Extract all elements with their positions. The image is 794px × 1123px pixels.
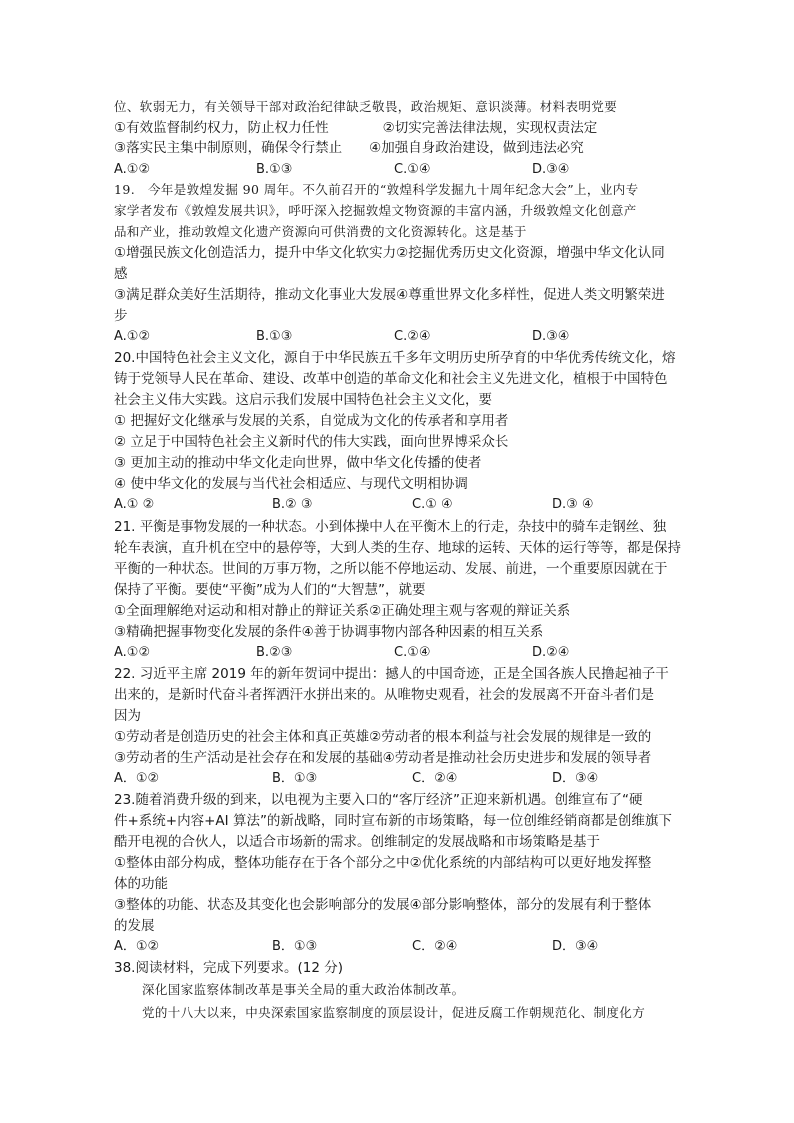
option-d[interactable]: D.②④: [532, 645, 570, 660]
q22-stem-line: 出来的，是新时代奋斗者挥洒汗水拼出来的。从唯物史观看，社会的发展离不开奋斗者们是: [114, 687, 654, 703]
option-c[interactable]: C.①④: [394, 645, 431, 660]
q23-stem-line: 件+系统+内容+AI 算法”的新战略，同时宣布新的市场策略，每一位创维经销商都是创维旗下: [114, 813, 672, 829]
option-d[interactable]: D.③④: [532, 329, 570, 344]
q19-stem-line: 品和产业，推动敦煌文化遗产资源向可供消费的文化资源转化。这是基于: [114, 224, 527, 239]
option-d[interactable]: D.③ ④: [552, 497, 594, 512]
q38-material-line: 党的十八大以来，中央深索国家监察制度的顶层设计，促进反腐工作朝规范化、制度化方: [142, 1005, 646, 1020]
q20-choice-line: ② 立足于中国特色社会主义新时代的伟大实践，面向世界博采众长: [114, 434, 509, 450]
q20-choice-line: ① 把握好文化继承与发展的关系，自觉成为文化的传承者和享用者: [114, 413, 509, 429]
q19-choice-line: 感: [114, 266, 128, 282]
q20-choice-line: ④ 使中华文化的发展与当代社会相适应、与现代文明相协调: [114, 476, 468, 492]
q22-choice-line: ①劳动者是创造历史的社会主体和真正英雄②劳动者的根本利益与社会发展的规律是一致的: [114, 729, 652, 745]
q18-choice-line: ①有效监督制约权力，防止权力任性 ②切实完善法律法规，实现权责法定: [114, 120, 598, 136]
option-d[interactable]: D.③④: [532, 162, 570, 177]
option-a[interactable]: A.①②: [114, 645, 151, 660]
option-b[interactable]: B．①③: [272, 939, 318, 954]
q19-choice-line: ③满足群众美好生活期待，推动文化事业大发展④尊重世界文化多样性，促进人类文明繁荣进: [114, 287, 665, 303]
q21-options: [114, 643, 714, 663]
q23-choice-line: ③整体的功能、状态及其变化也会影响部分的发展④部分影响整体，部分的发展有利于整体: [114, 897, 652, 913]
option-a[interactable]: A.①②: [114, 162, 151, 177]
q22-options: [114, 769, 714, 789]
option-c[interactable]: C.① ④: [412, 497, 453, 512]
option-c[interactable]: C.①④: [394, 162, 431, 177]
q21-stem-line: 轮车表演，直升机在空中的悬停等，大到人类的生存、地球的运转、天体的运行等等，都是保持: [114, 540, 681, 556]
q21-stem-line: 平衡的一种状态。世间的万事万物，之所以能不停地运动、发展、前进，一个重要原因就在于: [114, 561, 668, 577]
option-a[interactable]: A.①②: [114, 329, 151, 344]
q23-stem-line: 酷开电视的合伙人，以适合市场新的需求。创维制定的发展战略和市场策略是基于: [114, 834, 600, 850]
q22-stem-line: 22. 习近平主席 2019 年的新年贺词中提出：撼人的中国奇迹，正是全国各族人民撸起袖子干: [114, 666, 669, 682]
q21-stem-line: 保持了平衡。要使“平衡”成为人们的“大智慧”，就要: [114, 582, 426, 598]
q18-options: [114, 160, 714, 180]
q18-stem-line: 位、软弱无力，有关领导干部对政治纪律缺乏敬畏，政治规矩、意识淡薄。材料表明党要: [114, 99, 618, 114]
q20-options: [114, 495, 714, 515]
option-a[interactable]: A.① ②: [114, 497, 155, 512]
q21-stem-line: 21. 平衡是事物发展的一种状态。小到体操中人在平衡木上的行走，杂技中的骑车走钢丝、独: [114, 519, 667, 535]
q23-stem-line: 23.随着消费升级的到来，以电视为主要入口的“客厅经济”正迎来新机遇。创维宣布了“硬: [114, 792, 643, 808]
option-c[interactable]: C.②④: [394, 329, 431, 344]
q21-choice-line: ③精确把握事物变化发展的条件④善于协调事物内部各种因素的相互关系: [114, 624, 544, 640]
option-a[interactable]: A．①②: [114, 939, 160, 954]
q19-stem-line: 19. 今年是敦煌发掘 90 周年。不久前召开的“敦煌科学发掘九十周年纪念大会”上，业内专: [114, 182, 639, 197]
q38-heading: 38.阅读材料，完成下列要求。(12 分): [114, 960, 343, 976]
q19-choice-line: 步: [114, 308, 128, 324]
option-b[interactable]: B．①③: [272, 771, 318, 786]
q20-stem-line: 社会主义伟大实践。这启示我们发展中国特色社会主义文化，要: [114, 392, 492, 408]
q23-choice-line: 的发展: [114, 918, 155, 934]
option-c[interactable]: C．②④: [412, 771, 458, 786]
q22-choice-line: ③劳动者的生产活动是社会存在和发展的基础④劳动者是推动社会历史进步和发展的领导者: [114, 750, 652, 766]
option-c[interactable]: C．②④: [412, 939, 458, 954]
option-d[interactable]: D．③④: [552, 771, 599, 786]
q23-options: [114, 937, 714, 957]
q19-choice-line: ①增强民族文化创造活力，提升中华文化软实力②挖掘优秀历史文化资源，增强中华文化认同: [114, 245, 665, 261]
q21-choice-line: ①全面理解绝对运动和相对静止的辩证关系②正确处理主观与客观的辩证关系: [114, 603, 571, 619]
q38-material-line: 深化国家监察体制改革是事关全局的重大政治体制改革。: [142, 982, 465, 997]
q18-choice-line: ③落实民主集中制原则，确保令行禁止 ④加强自身政治建设，做到违法必究: [114, 140, 584, 156]
option-b[interactable]: B.②③: [256, 645, 293, 660]
q20-choice-line: ③ 更加主动的推动中华文化走向世界，做中华文化传播的使者: [114, 455, 482, 471]
option-d[interactable]: D．③④: [552, 939, 599, 954]
q19-options: [114, 327, 714, 347]
option-b[interactable]: B.①③: [256, 329, 293, 344]
q22-stem-line: 因为: [114, 708, 141, 724]
q23-choice-line: ①整体由部分构成，整体功能存在于各个部分之中②优化系统的内部结构可以更好地发挥整: [114, 855, 652, 871]
q20-stem-line: 20.中国特色社会主义文化，源自于中华民族五千多年文明历史所孕育的中华优秀传统文化，熔: [114, 350, 676, 366]
q19-stem-line: 家学者发布《敦煌发展共识》，呼吁深入挖掘敦煌文物资源的丰富内涵，升级敦煌文化创意产: [114, 203, 637, 218]
option-b[interactable]: B.② ③: [272, 497, 313, 512]
q23-choice-line: 体的功能: [114, 876, 168, 892]
option-a[interactable]: A．①②: [114, 771, 160, 786]
option-b[interactable]: B.①③: [256, 162, 293, 177]
q20-stem-line: 铸于党领导人民在革命、建设、改革中创造的革命文化和社会主义先进文化，植根于中国特色: [114, 371, 668, 387]
